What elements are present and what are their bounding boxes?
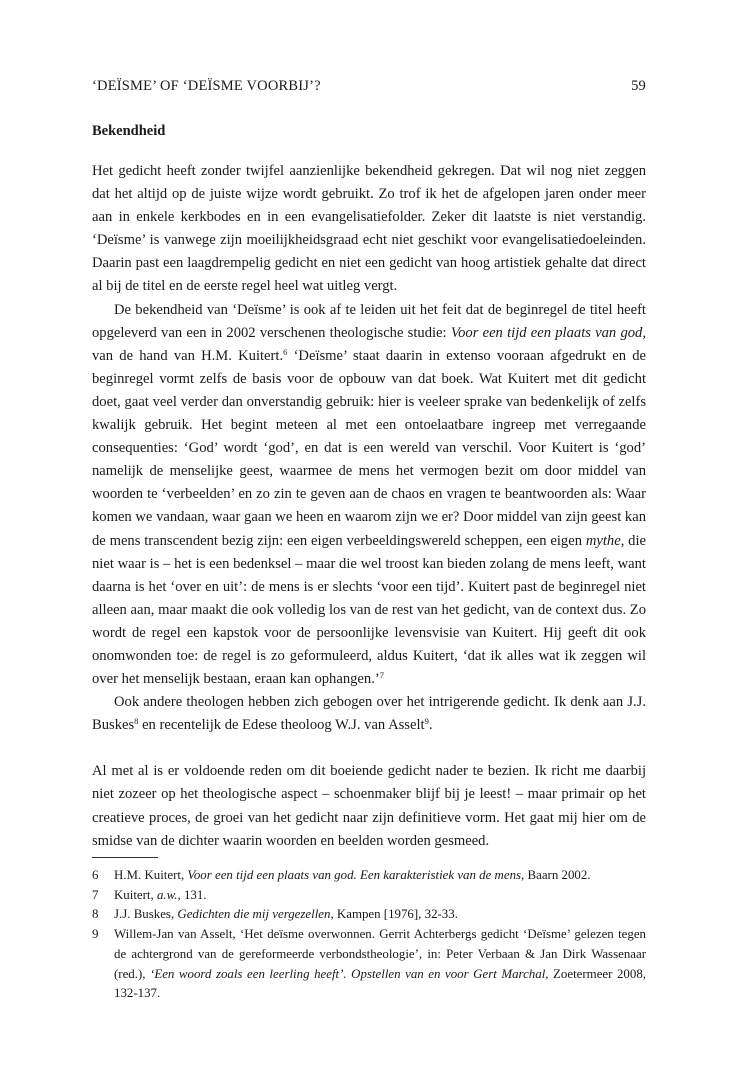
- running-header: [92, 78, 646, 95]
- footnote-number: 9: [92, 927, 99, 942]
- footnote-ref-7[interactable]: 7: [379, 670, 384, 681]
- body-text: [92, 160, 646, 853]
- mythe-italic: mythe: [585, 532, 621, 549]
- page-number: 59: [631, 78, 646, 94]
- paragraph-3: Ook andere theologen hebben zich gebogen over het intrigerende gedicht. Ik denk aan J.J. Buskes$^8$ en recentelijk de Edese theoloog W.J. van Asselt$^9$.: [92, 694, 646, 734]
- footnote-text: Kuitert, a.w., 131.: [114, 887, 207, 902]
- footnote-text: Willem-Jan van Asselt, ‘Het deïsme overwonnen. Gerrit Achterbergs gedicht ‘Deïsme’ gelezen tegen de achtergrond van de gereformeerde verbondstheologie’, in: Peter Verbaan & Jan Dirk Wassenaar (red.), ‘Een woord zoals een leerling heeft’. Opstellen van en voor Gert Marchal, Zoetermeer 2008, 132-137.: [114, 927, 646, 1001]
- footnote-ref-9[interactable]: 9: [424, 716, 429, 727]
- footnote-8: [92, 905, 646, 925]
- footnote-number: 7: [92, 887, 99, 902]
- footnote-7: [92, 886, 646, 906]
- paragraph-2: De bekendheid van ‘Deïsme’ is ook af te leiden uit het feit dat de beginregel de titel heeft opgeleverd van een in 2002 verschenen theologische studie: Voor een tijd een plaats van god, van de hand van H.M. Kuitert.$^6$ ‘Deïsme’ staat daarin in extenso vooraan afgedrukt en de beginregel vormt zelfs de basis voor de opbouw van dat boek. Wat Kuitert met dit gedicht doet, gaat veel verder dan onverstandig gebruik: hier is veeleer sprake van bedenkelijk of zelfs kwalijk gebruik. Het begint meteen al met een ontoelaatbare ingreep met verregaande consequenties: ‘God’ wordt ‘god’, en dat is een wereld van verschil. Voor Kuitert is ‘god’ namelijk de menselijke geest, waarmee de mens het vermogen bezit om door middel van woorden te ‘verbeelden’ en zo zin te geven aan de chaos en vragen te beantwoorden als: Waar komen we vandaan, waar gaan we heen en waarom zijn we er? Door middel van zijn geest kan de mens transcendent bezig zijn: een eigen verbeeldingswereld scheppen, een eigen mythe, die niet waar is – het is een bedenksel – maar die wel troost kan bieden zolang de mens leeft, want daarna is het ‘over en uit’: de mens is er slechts ‘voor een tijd’. Kuitert past de beginregel niet alleen aan, maar maakt die ook volledig los van de rest van het gedicht, van de context dus. Zo wordt de regel een kapstok voor de persoonlijke levensvisie van Kuitert. Hij geeft dit ook onomwonden toe: de regel is zo geformuleerd, aldus Kuitert, ‘dat ik alles wat ik zeggen wil over het menselijk bestaan, eraan kan ophangen.’$^7$: [92, 301, 647, 688]
- footnote-number: 8: [92, 907, 99, 922]
- footnote-number: 6: [92, 868, 99, 882]
- footnote-ref-8[interactable]: 8: [134, 716, 139, 727]
- footnote-6: [92, 866, 646, 886]
- footnotes: [92, 866, 646, 1004]
- book-title-italic: Voor een tijd een plaats van god,: [450, 324, 646, 341]
- footnote-ref-6[interactable]: 6: [283, 346, 288, 357]
- section-title: Bekendheid: [92, 123, 166, 139]
- footnote-text: J.J. Buskes, Gedichten die mij vergezellen, Kampen [1976], 32-33.: [114, 907, 458, 922]
- footnote-divider: [92, 857, 158, 858]
- footnote-text: H.M. Kuitert, Voor een tijd een plaats van god. Een karakteristiek van de mens, Baarn 2002.: [114, 868, 591, 882]
- paragraph-1: Het gedicht heeft zonder twijfel aanzienlijke bekendheid gekregen. Dat wil nog niet zeggen dat het altijd op de juiste wijze wordt gebruikt. Zo trof ik het de afgelopen jaren onder meer aan in enkele kerkbodes en in een evangelisatiefolder. Zeker dit laatste is niet verstandig. ‘Deïsme’ is vanwege zijn moeilijkheidsgraad echt niet geschikt voor evangelisatiedoeleinden. Daarin past een laagdrempelig gedicht en niet een gedicht van hoog artistiek gehalte dat direct al bij de titel en de eerste regel heel wat uitleg vergt.: [92, 163, 646, 295]
- footnote-9: [92, 925, 646, 1004]
- paragraph-4: Al met al is er voldoende reden om dit boeiende gedicht nader te bezien. Ik richt me daarbij niet zozeer op het theologische aspect – schoenmaker blijf bij je leest! – maar primair op het creatieve proces, de groei van het gedicht naar zijn definitieve vorm. Het gaat mij hier om de smidse van de dichter waarin woorden en beelden worden gesmeed.: [92, 763, 646, 849]
- running-title: ‘DEÏSME’ OF ‘DEÏSME VOORBIJ’?: [92, 78, 321, 94]
